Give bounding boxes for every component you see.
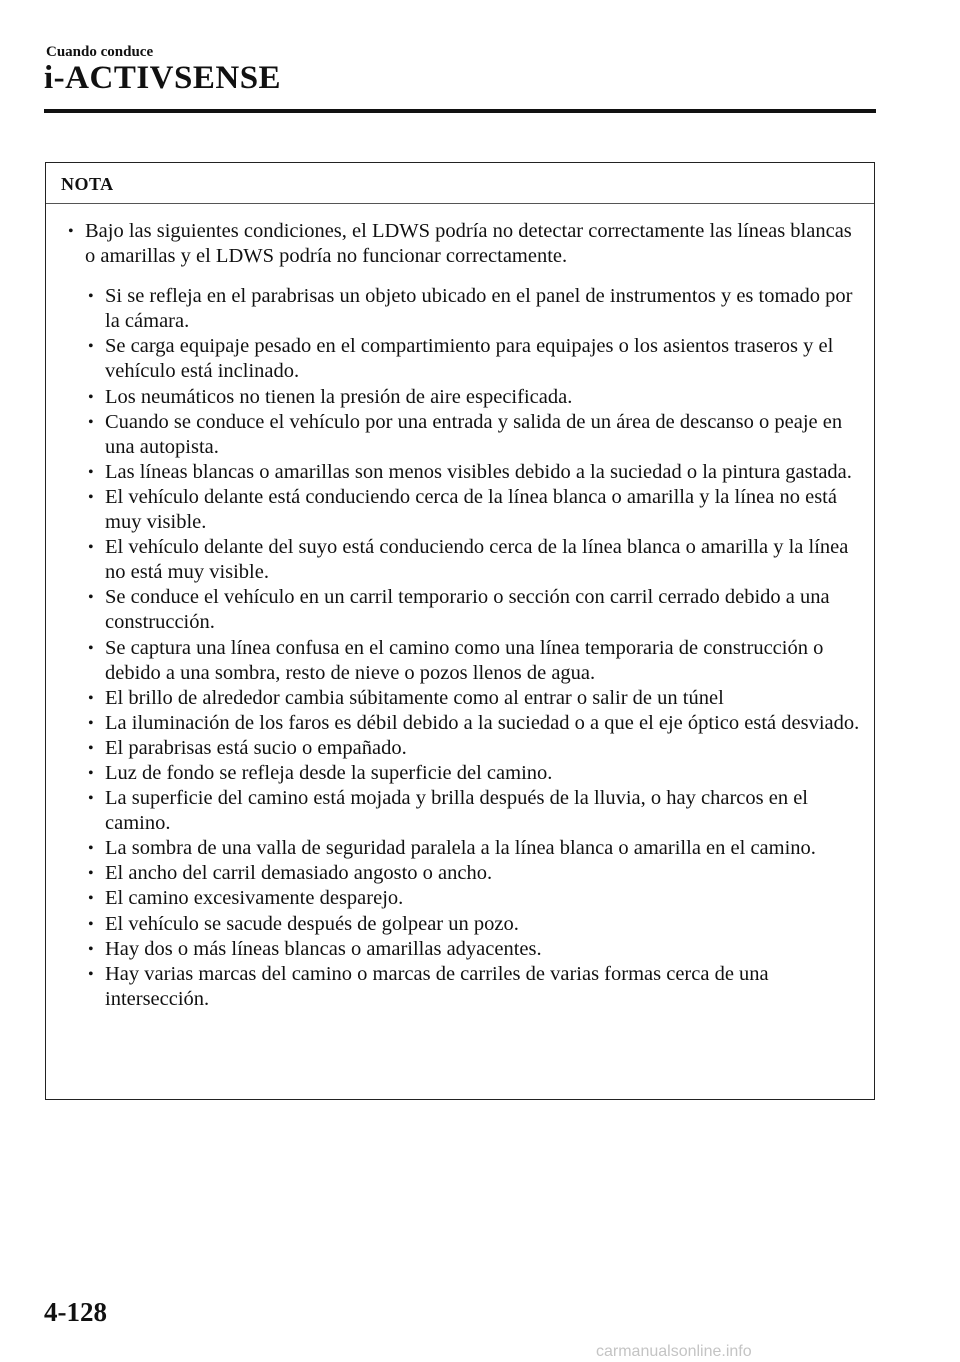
list-item: • La sombra de una valla de seguridad paralela a la línea blanca o amarilla en el camino. [105, 836, 862, 861]
bullet-icon: • [88, 714, 94, 732]
list-item: • El vehículo delante está conduciendo cerca de la línea blanca o amarilla y la línea no está muy visible. [88, 485, 837, 534]
list-item: • El parabrisas está sucio o empañado. [105, 736, 862, 761]
bullet-icon: • [88, 790, 94, 808]
note-box [45, 162, 875, 1100]
chapter-title: i-ACTIVSENSE [44, 60, 282, 96]
list-item: • El vehículo se sacude después de golpear un pozo. [105, 912, 862, 937]
list-item: • Se carga equipaje pesado en el compartimiento para equipajes o los asientos traseros y el vehículo está inclinado. [88, 335, 834, 383]
list-item: • La iluminación de los faros es débil debido a la suciedad o a que el eje óptico está desviado. [105, 711, 862, 736]
bullet-icon: • [88, 865, 94, 883]
bullet-icon: • [88, 739, 94, 757]
list-item: • Hay varias marcas del camino o marcas de carriles de varias formas cerca de una intersección. [88, 962, 769, 1010]
bullet-icon: • [88, 388, 94, 406]
list-item: • La superficie del camino está mojada y brilla después de la lluvia, o hay charcos en el camino. [88, 787, 808, 835]
bullet-icon: • [88, 639, 94, 657]
list-item: • Los neumáticos no tienen la presión de aire especificada. [105, 385, 862, 410]
bullet-icon: • [88, 488, 94, 506]
bullet-icon: • [88, 413, 94, 431]
note-heading: NOTA [46, 163, 874, 204]
bullet-icon: • [88, 338, 94, 356]
list-item: • El ancho del carril demasiado angosto o ancho. [105, 861, 862, 886]
list-item: • El camino excesivamente desparejo. [105, 886, 862, 911]
section-label: Cuando conduce [46, 44, 154, 60]
bullet-icon: • [68, 223, 74, 240]
list-item: • Si se refleja en el parabrisas un objeto ubicado en el panel de instrumentos y es tomado por la cámara. [88, 285, 853, 333]
bullet-icon: • [88, 940, 94, 958]
list-item: • Se captura una línea confusa en el camino como una línea temporaria de construcción o debido a una sombra, resto de nieve o pozos llenos de agua. [88, 636, 824, 684]
note-intro [60, 219, 862, 269]
bullet-icon: • [88, 915, 94, 933]
bullet-icon: • [88, 539, 94, 557]
bullet-icon: • [88, 840, 94, 858]
bullet-icon: • [88, 463, 94, 481]
list-item: • Se conduce el vehículo en un carril temporario o sección con carril cerrado debido a una construcción. [88, 586, 830, 634]
list-item: • Luz de fondo se refleja desde la superficie del camino. [105, 761, 862, 786]
note-intro-text: Bajo las siguientes condiciones, el LDWS podría no detectar correctamente las líneas blancas o amarillas y el LDWS podría no funcionar correctamente. [85, 220, 852, 268]
header-rule [44, 109, 876, 113]
page-number: 4-128 [44, 1297, 107, 1327]
list-item: • Hay dos o más líneas blancas o amarillas adyacentes. [105, 937, 862, 962]
bullet-icon: • [88, 689, 94, 707]
condition-list [60, 284, 862, 1012]
bullet-icon: • [88, 589, 94, 607]
bullet-icon: • [88, 890, 94, 908]
list-item: • Las líneas blancas o amarillas son menos visibles debido a la suciedad o la pintura gastada. [105, 460, 862, 485]
list-item: • El brillo de alrededor cambia súbitamente como al entrar o salir de un túnel [105, 686, 862, 711]
note-body [46, 204, 874, 1012]
watermark[interactable]: carmanualsonline.info [596, 1343, 752, 1360]
list-item: • Cuando se conduce el vehículo por una entrada y salida de un área de descanso o peaje en una autopista. [88, 410, 843, 458]
bullet-icon: • [88, 288, 94, 306]
list-item: • El vehículo delante del suyo está conduciendo cerca de la línea blanca o amarilla y la línea no está muy visible. [88, 536, 849, 584]
bullet-icon: • [88, 764, 94, 782]
bullet-icon: • [88, 965, 94, 983]
